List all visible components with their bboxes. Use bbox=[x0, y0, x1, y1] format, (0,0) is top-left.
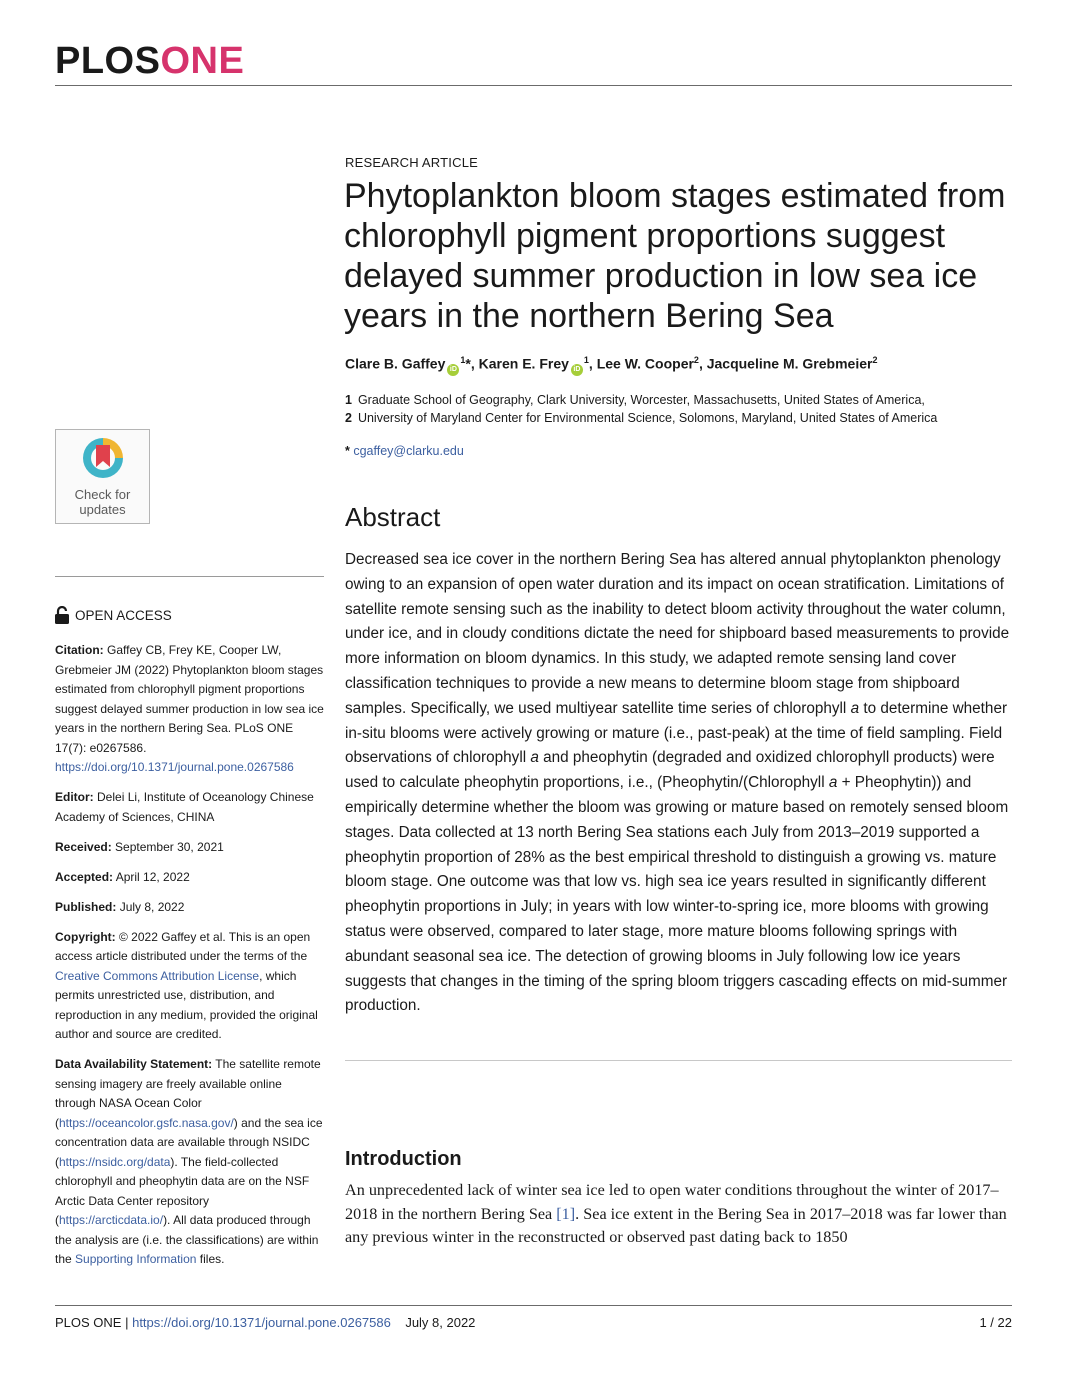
author-list: Clare B. Gaffey $iD^1*$, Karen E. Frey $iD^1$, Lee W. Cooper$^2$, Jacqueline M. Grebmeier$^2$ bbox=[345, 355, 877, 376]
check-for-updates-badge[interactable] bbox=[55, 429, 150, 524]
data-availability-text: The satellite remote sensing imagery are freely available online through NASA Ocean Color ( bbox=[55, 1057, 321, 1130]
italic-a: a bbox=[850, 699, 860, 717]
author-affil-sup: 2 bbox=[872, 355, 878, 365]
footer-journal: PLOS ONE | bbox=[55, 1315, 129, 1330]
abstract-divider bbox=[345, 1060, 1012, 1061]
published-label: Published: bbox=[55, 899, 117, 914]
author-affil-sup: 1 bbox=[583, 355, 589, 365]
abstract-segment: + Pheophytin)) and empirically determine whether the bloom was growing or mature based on remotely sensed bloom stages. Data collected at 13 north Bering Sea stations each July from 2013–2019 supported a pheophytin proportion of 28% as the best empirical threshold to distinguish a growing vs. mature bloom stage. One outcome was that low vs. high sea ice years resulted in significantly different pheophytin proportions in July; in years with low winter-to-spring ice, more blooms with growing status were observed, compared to later stage, more mature blooms following springs with abundant seasonal sea ice. The detection of growing blooms in July following low ice years suggests that changes in the timing of the spring bloom triggers cascading effects on mid-summer production. bbox=[345, 774, 1009, 1015]
footer-date: July 8, 2022 bbox=[405, 1315, 476, 1330]
citation-text: Gaffey CB, Frey KE, Cooper LW, Grebmeier JM (2022) Phytoplankton bloom stages estimated from chlorophyll pigment proportions suggest delayed summer production in low sea ice years in the northern Bering Sea. PLoS ONE 17(7): e0267586. bbox=[55, 643, 324, 755]
page-number: 1 / 22 bbox=[979, 1315, 1012, 1330]
logo-plos-text: PLOS bbox=[55, 40, 161, 82]
introduction-segment: . Sea ice extent in the Bering Sea in 2017–2018 was far lower than any previous winter in the reconstructed or observed past dating back to 1850 bbox=[345, 1204, 1007, 1246]
copyright-block bbox=[55, 928, 325, 1045]
supporting-info-link[interactable]: Supporting Information bbox=[75, 1252, 197, 1266]
italic-a: a bbox=[828, 774, 838, 792]
open-lock-icon bbox=[55, 606, 69, 624]
author-name[interactable]: Karen E. Frey bbox=[478, 355, 569, 372]
published-block bbox=[55, 898, 325, 918]
copyright-text: , which permits unrestricted use, distribution, and reproduction in any medium, provided the original author and source are credited. bbox=[55, 968, 318, 1041]
editor-label: Editor: bbox=[55, 790, 94, 804]
introduction-segment: An unprecedented lack of winter sea ice led to open water conditions throughout the winter of 2017–2018 in the northern Bering Sea bbox=[345, 1181, 999, 1223]
data-availability-text: ). The field-collected chlorophyll and pheophytin data are on the NSF Arctic Data Center repository ( bbox=[55, 1154, 310, 1227]
copyright-label: Copyright: bbox=[55, 929, 116, 944]
citation-doi-link[interactable]: https://doi.org/10.1371/journal.pone.0267586 bbox=[55, 760, 294, 774]
received-label: Received: bbox=[55, 839, 112, 854]
affiliations bbox=[345, 391, 937, 427]
badge-line: updates bbox=[79, 502, 126, 517]
citation-block bbox=[55, 641, 325, 778]
footer-doi-link[interactable]: https://doi.org/10.1371/journal.pone.0267586 bbox=[132, 1315, 391, 1330]
open-access-label bbox=[55, 606, 172, 624]
corresponding-email bbox=[345, 444, 464, 458]
received-block bbox=[55, 838, 325, 858]
data-availability-text: files. bbox=[199, 1252, 225, 1266]
accepted-date: April 12, 2022 bbox=[115, 869, 190, 884]
journal-logo[interactable] bbox=[55, 38, 244, 84]
author-name[interactable]: Clare B. Gaffey bbox=[345, 355, 446, 372]
abstract-segment: and pheophytin (degraded and oxidized chlorophyll products) were used to calculate pheophytin proportions, i.e., (Pheophytin/(Chlorophyll bbox=[345, 749, 995, 792]
data-availability-label: Data Availability Statement: bbox=[55, 1057, 213, 1071]
orcid-icon[interactable]: iD bbox=[571, 364, 583, 376]
affiliation-text: University of Maryland Center for Environmental Science, Solomons, Maryland, United States of America bbox=[357, 411, 938, 425]
badge-label bbox=[56, 487, 149, 517]
author-affil-sup: 2 bbox=[693, 355, 699, 365]
introduction-text bbox=[345, 1179, 1017, 1250]
abstract-text bbox=[345, 548, 1013, 1019]
corresponding-marker: * bbox=[465, 355, 471, 372]
author-affil-sup: 1 bbox=[460, 355, 466, 365]
orcid-icon[interactable]: iD bbox=[447, 364, 459, 376]
oceancolor-link[interactable]: https://oceancolor.gsfc.nasa.gov/ bbox=[59, 1115, 234, 1130]
introduction-heading: Introduction bbox=[345, 1148, 462, 1170]
nsidc-link[interactable]: https://nsidc.org/data bbox=[59, 1154, 171, 1169]
abstract-heading: Abstract bbox=[345, 502, 441, 532]
author-name[interactable]: Lee W. Cooper bbox=[596, 355, 694, 372]
reference-link[interactable]: [1] bbox=[556, 1204, 576, 1223]
author-name[interactable]: Jacqueline M. Grebmeier bbox=[706, 355, 873, 372]
accepted-label: Accepted: bbox=[55, 869, 114, 884]
article-type: RESEARCH ARTICLE bbox=[345, 155, 478, 170]
received-date: September 30, 2021 bbox=[115, 839, 224, 854]
email-marker: * bbox=[345, 444, 350, 458]
arcticdata-link[interactable]: https://arcticdata.io/ bbox=[59, 1213, 164, 1227]
affiliation-number: 1 bbox=[345, 393, 352, 407]
editor-text: Delei Li, Institute of Oceanology Chinese Academy of Sciences, CHINA bbox=[55, 790, 314, 824]
article-title: Phytoplankton bloom stages estimated from chlorophyll pigment proportions suggest delayed summer production in low sea ice years in the northern Bering Sea bbox=[344, 177, 1006, 335]
badge-line: Check for bbox=[74, 487, 131, 502]
affiliation-text: Graduate School of Geography, Clark University, Worcester, Massachusetts, United States of America, bbox=[357, 393, 925, 407]
license-link[interactable]: Creative Commons Attribution License bbox=[55, 968, 260, 983]
italic-a: a bbox=[530, 749, 539, 767]
copyright-text: © 2022 Gaffey et al. This is an open access article distributed under the terms of the bbox=[55, 929, 311, 963]
citation-label: Citation: bbox=[55, 643, 104, 657]
abstract-segment: Decreased sea ice cover in the northern Bering Sea has altered annual phytoplankton phenology owing to an expansion of open water duration and its impact on ocean stratification. Limitations of satellite remote sensing such as the inability to detect bloom activity throughout the water column, under ice, and in cloudy conditions dictate the need for shipboard based measurements to provide more information on bloom dynamics. In this study, we adapted remote sensing land cover classification techniques to provide a new means to determine bloom stage from shipboard samples. Specifically, we used multiyear satellite time series of chlorophyll bbox=[345, 551, 1010, 717]
sidebar-divider bbox=[55, 576, 324, 577]
email-link[interactable]: cgaffey@clarku.edu bbox=[353, 444, 464, 458]
affiliation-item bbox=[345, 409, 937, 427]
logo-one-text: ONE bbox=[160, 40, 245, 82]
data-availability-text: ). All data produced through the analysis are (i.e. the classifications) are within the bbox=[55, 1213, 319, 1266]
article-sidebar bbox=[55, 641, 325, 1280]
accepted-block bbox=[55, 868, 325, 888]
editor-block bbox=[55, 788, 325, 827]
header-divider bbox=[55, 85, 1012, 86]
data-availability-block bbox=[55, 1055, 325, 1270]
affiliation-number: 2 bbox=[345, 411, 352, 425]
data-availability-text: ) and the sea ice concentration data are available through NSIDC ( bbox=[55, 1115, 323, 1169]
footer-divider bbox=[55, 1305, 1012, 1306]
open-access-text: OPEN ACCESS bbox=[75, 607, 172, 623]
affiliation-item bbox=[345, 391, 937, 409]
crossmark-icon bbox=[80, 435, 126, 485]
abstract-segment: to determine whether in-situ blooms were actively growing or mature (i.e., past-peak) at the time of field sampling. Field observations of chlorophyll bbox=[345, 699, 1008, 767]
page-footer bbox=[55, 1315, 475, 1330]
published-date: July 8, 2022 bbox=[119, 899, 185, 914]
